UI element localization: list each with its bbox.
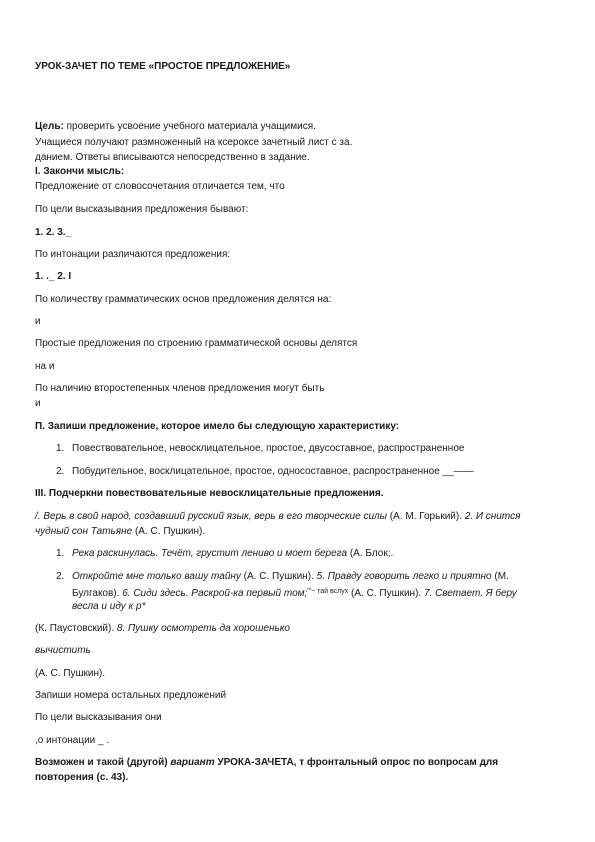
question-1: Предложение от словосочетания отличается тем, что [35,181,285,192]
list-item [56,465,474,478]
question-2: По цели высказывания предложения бывают: [35,204,249,215]
sentence-2-end: чудный сон Татьяне [35,526,133,537]
sentence-8: 8. Пушку осмотреть да хорошенько [116,623,290,634]
footer-text-b: УРОКА-ЗАЧЕТА, [214,757,297,768]
sentence-6-fragment: '"~ тай вслух [307,588,349,595]
question-4: По количеству грамматических основ предложения делятся на: [35,294,332,305]
list-item-text-line-2 [72,585,517,600]
sentence-2-start: 2. И снится [464,511,521,522]
answer-6: и [35,398,41,409]
answer-4: и [35,316,41,327]
answer-2: 1. 2. 3._ [35,227,72,238]
page-title: УРОК-ЗАЧЕТ ПО ТЕМЕ «ПРОСТОЕ ПРЕДЛОЖЕНИЕ» [35,61,291,72]
sentence-3-author: (А. Блок;. [347,548,394,559]
sentence-3: Река раскинулась. Течёт, грустит лениво и моет берега [72,548,348,559]
sentence-1: /. Верь в свой народ, создавший русский язык, верь в его творческие силы [35,511,388,522]
question-3: По интонации различаются предложения: [35,249,231,260]
answer-3: 1. ._ 2. I [35,271,72,282]
section-2-heading: П. Запиши предложение, которое имело бы следующую характеристику: [35,421,400,432]
sentence-line-2 [35,525,205,538]
goal-line-2: Учащиеся получают размноженный на ксероксе зачетный лист с за. [35,137,353,148]
section-3-heading: III. Подчеркни повествовательные невосклицательные предложения. [35,488,384,499]
sentence-1-author: (А. М. Горький). [387,511,465,522]
sentence-6-author: (А. С. Пушкин). [348,588,424,599]
sentence-line-1 [35,510,520,523]
list-item-number: 2. [56,571,65,582]
goal-line [35,120,316,133]
footer-line-1 [35,756,498,769]
list-item [56,442,465,455]
task-goal: По цели высказывания они [35,712,162,723]
list-item [56,547,394,560]
sentence-4-author: (А. С. Пушкин). [240,571,317,582]
sentence-line-3 [35,622,290,635]
section-1-heading: I. Закончи мысль: [35,166,125,177]
sentence-7: 7. Светает. Я беру [423,588,517,599]
task-rest-numbers: Запиши номера остальных предложений [35,690,227,701]
list-item-number: 2. [56,466,65,477]
question-5: Простые предложения по строению грамматической основы делятся [35,338,358,349]
list-item-text-line-1 [72,570,509,583]
sentence-4: Откройте мне только вашу тайну [72,571,241,582]
footer-line-2: повторения (с. 43). [35,772,129,783]
list-item-number: 1. [56,548,65,559]
sentence-7-end: весла и иду к р* [72,601,146,612]
list-item-text: Побудительное, восклицательное, простое, односоставное, распространенное __—— [72,466,474,477]
sentence-7-author: (К. Паустовский). [35,623,117,634]
goal-line-3: данием. Ответы вписываются непосредственно в задание. [35,152,310,163]
sentence-5-author: (М. [491,571,509,582]
list-item-number: 1. [56,443,65,454]
sentence-5-author-end: Булгаков). [72,588,123,599]
list-item-text: Повествовательное, невосклицательное, простое, двусоставное, распространенное [72,443,465,454]
list-item-text [72,547,393,560]
list-item [56,570,509,583]
sentence-8-author: (А. С. Пушкин). [35,668,106,679]
sentence-8-end: вычистить [35,645,91,656]
sentence-6: 6. Сиди здесь. Раскрой-ка первый том; [122,588,308,599]
sentence-2-author: (А. С. Пушкин). [132,526,206,537]
footer-text-a: Возможен и такой (другой) [35,757,171,768]
footer-variant: вариант [170,757,215,768]
question-6: По наличию второстепенных членов предложения могут быть [35,383,325,394]
task-intonation: ,о интонации _ . [35,735,110,746]
footer-text-c: т фронтальный опрос по вопросам для [296,757,499,768]
answer-5: на и [35,361,55,372]
goal-text: проверить усвоение учебного материала учащимися. [63,121,316,132]
goal-label: Цель: [35,121,64,132]
sentence-5: 5. Правду говорить легко и приятно [316,571,492,582]
